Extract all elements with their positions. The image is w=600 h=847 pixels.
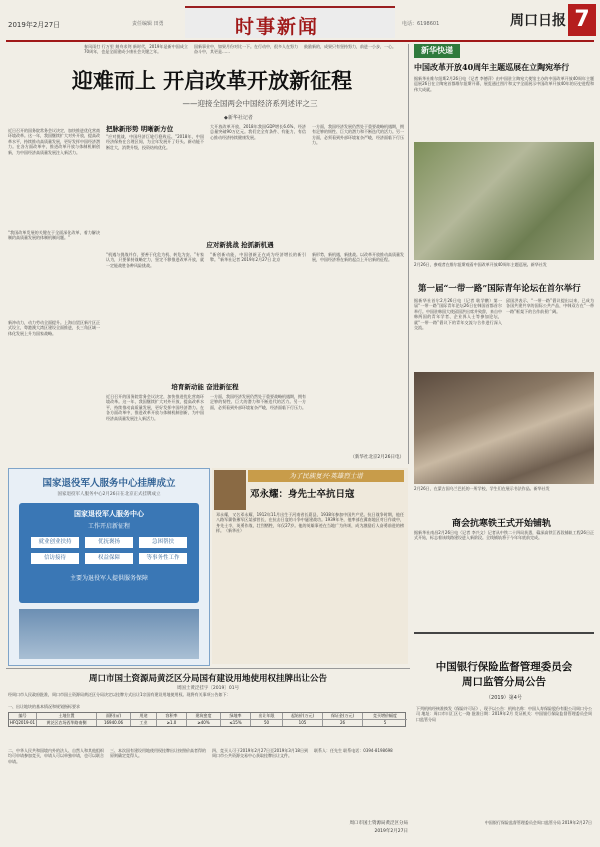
subhead-b: 应对新挑战 抢抓新机遇 — [206, 241, 274, 249]
byline: ◆新华社记者 — [224, 115, 253, 121]
section-rule — [6, 668, 410, 669]
hero-portrait — [214, 470, 246, 510]
service-item: 权益保障 — [85, 553, 133, 564]
veteran-sign — [19, 503, 199, 603]
land-intro: 经周口市人民政府批准，周口市国土资源局黄泛区分局决定以挂牌方式出让1宗国有建设用地使用权。现将有关事项公告如下： — [8, 692, 231, 697]
insurance-number: （2019）第4号 — [486, 695, 522, 701]
veteran-service-box — [8, 468, 210, 666]
main-body-3: “应对挑战，中国经济巨轮行稳致远。”2018年，中国经济保持在合理区间，为全年发展开了好头。新动能不断壮大，消费升级，投资结构优化。 — [106, 134, 204, 150]
service-item: 等事务性工作 — [139, 553, 187, 564]
main-body-2: “我国改革发展的关键在于全面深化改革，着力解决制约高质量发展的体制机制问题。” — [8, 230, 100, 241]
subhead-c: 培育新动能 奋进新征程 — [171, 383, 239, 391]
main-body-9: 新形势，新机遇，新挑战。以改革开放推动高质量发展，中国经济将在新的起点上开启新的征程。 — [312, 252, 404, 263]
main-body-8: “新创新动能，中国创新正在成为经济增长的新引擎。”新华社记者 2019年2月27日 北京 — [210, 252, 306, 263]
table-cell: 26 — [323, 720, 363, 726]
express-headline-1: 中国改革开放40周年主题巡展在立陶宛举行 — [414, 62, 570, 72]
hero-box — [212, 468, 408, 664]
hero-body: 邓永耀，又名邓永耀，1912年11月出生于河南省长葛县，1938年参加中国共产党。抗日战争时期，他任八路军冀鲁豫军区某部营长，在抗击日寇的斗争中屡建战功。1939年冬，他率部在冀南地区对日作战中，身先士卒，英勇作战，壮烈牺牲，年仅27岁。他的英雄事迹在当地广为传颂，成为激励后人奋勇前进的榜样。（新华社） — [216, 512, 404, 534]
main-body-6: 一方面，我国经济发展仍然处于重要战略机遇期，拥有足够的韧性、巨大的潜力和不断迭代的活力。另一方面，必须看到外部环境复杂严峻，经济面临下行压力。 — [312, 124, 404, 146]
top-strip-right: 鼓励新的，成果只有坚持努力，前进一小步，一心。 — [304, 44, 396, 49]
main-body-1: 近日召开的国务院常务会议决定，加快推进优化营商环境改革。这一年，我国继续扩大对外开放，提高改革水平，持续推动高质量发展，更好发挥中国经济潜力。在各方面改革中，推进改革开放与体制机制创新，为中国经济高质量发展注入新活力。 — [8, 128, 100, 155]
table-header: 出让年限 — [251, 713, 283, 720]
table-cell: 工业 — [131, 720, 157, 726]
end-note: （新华社北京2月26日电） — [350, 455, 404, 460]
table-cell: 16940.06 — [97, 720, 131, 726]
insurance-date: 中国银行保险监督管理委员会周口监管分局 2019年2月27日 — [484, 820, 592, 825]
service-item: 信访接待 — [31, 553, 79, 564]
table-cell: ≥40% — [187, 720, 221, 726]
editor-phone: 电话：6198601 — [402, 21, 440, 27]
express-label: 新华快递 — [414, 44, 460, 58]
main-subtitle: ——迎接全国两会中国经济系列述评之三 — [182, 99, 318, 108]
top-strip-left: 春风雨打 行万里 刻舟求剑 新时代，2019年是新中国成立70周年，也是全面建成小康社会关键之年。 — [84, 44, 188, 55]
table-header: 编号 — [9, 713, 37, 720]
paper-logo: 周口日报 — [510, 13, 566, 29]
service-item: 就业创业扶持 — [31, 537, 79, 548]
table-header: 土地位置 — [37, 713, 97, 720]
land-table — [8, 712, 406, 742]
table-cell: 105 — [283, 720, 323, 726]
express-headline-2: 第一届“一带一路”国际青年论坛在首尔举行 — [418, 284, 581, 294]
main-headline: 迎难而上 开启改革开放新征程 — [71, 68, 353, 93]
main-body-7: “机遇与挑战并存，要善于化危为机、转危为安。”专家认为，只要保持战略定力，坚定不移推进改革开放，就一定能战胜各种风险挑战。 — [106, 252, 204, 268]
exhibition-photo — [414, 142, 594, 260]
table-header: 容积率 — [157, 713, 187, 720]
table-header: 绿地率 — [221, 713, 251, 720]
hero-title: 邓永耀：身先士卒抗日寇 — [250, 489, 355, 500]
main-body-4: 新冲动力，动力劳动全面提升。上海自贸区新片区正式设立，粤港澳大湾区建设全面推进，长三角区域一体化发展上升为国家战略。 — [8, 320, 100, 336]
table-header: 面积(㎡) — [97, 713, 131, 720]
photo-caption-2: 2月26日，在蒙古国乌兰巴托的一所学校，学生们在展示书法作品。新华社发 — [414, 486, 550, 491]
table-cell: HFQ2019-01 — [9, 720, 36, 725]
land-title: 周口市国土资源局黄泛区分局国有建设用地使用权挂牌出让公告 — [88, 674, 327, 684]
column-divider — [408, 44, 409, 464]
land-table-title: 一、出让地块的基本情况和规划指标要求 — [8, 704, 80, 709]
veteran-photo — [19, 609, 199, 659]
express-body-3: 邱国洪表示，“一带一路”倡议提出以来，已成为各国共建共享的国际公共产品，中韩双方在“一带一路”框架下的合作前景广阔。 — [506, 298, 594, 314]
table-cell: 50 — [251, 720, 283, 726]
table-cell: ≤15% — [221, 720, 251, 726]
issue-date: 2019年2月27日 — [8, 21, 61, 29]
express-body-4: 据新华社南昌2月26日电（记者 李兴文）记者从中铁二十四局获悉，赣深高铁江西段铺轨工程26日正式开始，标志着该线路建设进入新阶段。全线铺轨将于今年年底前完成。 — [414, 530, 594, 541]
table-header: 竞买增价幅度 — [363, 713, 407, 720]
section-band — [185, 6, 395, 38]
land-body-c: 四、竞买人可于2019年2月27日至2019年3月18日到周口市公共资源交易中心获取挂牌出让文件。 — [212, 748, 308, 759]
land-number: 周国土黄泛挂字〔2019〕01号 — [176, 686, 240, 691]
service-item: 优抚褒扬 — [85, 537, 133, 548]
main-body-5: 大开放改革开放，2018年我国GDP增长6.6%，经济总量突破90万亿元。我们完全有条件、有能力、有信心推动经济持续健康发展。 — [210, 124, 306, 140]
top-strip-mid: 国新事业中，如果月份对比一下。在行动中，很多人在努力奋斗中，其更是…… — [194, 44, 298, 55]
veteran-sub: 国家退役军人服务中心2月26日在北京正式挂牌成立 — [57, 492, 161, 497]
photo-caption-1: 2月26日，参观者在维尔纽斯观看中国改革开放40周年主题巡展。新华社发 — [414, 262, 547, 267]
hero-series: 为了民族复兴·英雄烈士谱 — [248, 470, 404, 482]
subhead-a: 把脉新形势 明晰新方位 — [106, 125, 174, 133]
section-title: 时事新闻 — [235, 16, 320, 38]
table-cell: ≥1.0 — [157, 720, 187, 726]
table-header: 用途 — [131, 713, 157, 720]
land-body-a: 二、中华人民共和国境内外的法人、自然人和其他组织均可申请参加竞买，申请人可以单独申请，也可以联合申请。 — [8, 748, 104, 764]
section-editor: 责任编辑 田勇 — [132, 21, 164, 27]
express-body-1: 据新华社维尔纽斯2月26日电（记者 李德萍）由中国驻立陶宛大使馆主办的中国改革开放40周年主题巡展26日在立陶宛首都维尔纽斯开幕，展览通过图片和文字全面展示中国改革开放40年的历史进程和伟大成就。 — [414, 76, 594, 92]
insurance-notice — [414, 632, 594, 842]
table-cell: 5 — [383, 720, 387, 725]
main-body-10: 近日召开的国务院常务会议决定，加快推进优化营商环境改革。这一年，我国继续扩大对外开放，提高改革水平，持续推动高质量发展，更好发挥中国经济潜力。在各方面改革中，推进改革开放与体制机制创新，为中国经济高质量发展注入新活力。 — [106, 394, 204, 421]
express-headline-3: 商会抗寒铁王式开始铺轨 — [452, 519, 552, 529]
land-agency: 周口市国土资源局黄泛区分局 — [349, 821, 408, 826]
veteran-foot: 主要为退役军人提供服务保障 — [69, 575, 148, 582]
student-photo — [414, 372, 594, 484]
page-header — [0, 0, 600, 40]
table-header: 建筑密度 — [187, 713, 221, 720]
service-item: 急困帮扶 — [139, 537, 187, 548]
veteran-title: 国家退役军人服务中心挂牌成立 — [42, 478, 176, 489]
land-body-b: 三、本次国有建设用地使用权挂牌出让按照价高者得的原则确定竞得人。 — [110, 748, 206, 759]
header-rule — [6, 40, 594, 42]
page-number: 7 — [568, 4, 596, 36]
veteran-tag: 工作开启新征程 — [87, 523, 130, 530]
main-body-11: 一方面，我国经济发展仍然处于重要战略机遇期，拥有足够的韧性、巨大的潜力和不断迭代的活力。另一方面，必须看到外部环境复杂严峻，经济面临下行压力。 — [210, 394, 306, 410]
table-cell: 黄泛区农场西华路南侧 — [37, 720, 97, 726]
insurance-body: 下列机构经核准换发《保险许可证》，现予以公告：机构名称：中国人寿保险股份有限公司周口分公司 地址：周口市川汇区七一路 批准日期：2019年2月 发证机关：中国银行保险监督管理委员会周口监管分局 — [416, 706, 592, 722]
veteran-banner: 国家退役军人服务中心 — [74, 510, 144, 518]
table-header: 起始价(万元) — [283, 713, 323, 720]
land-contact: 联系人：任先生 联系电话：0394-8198698 — [314, 748, 393, 753]
table-header: 保证金(万元) — [323, 713, 363, 720]
land-date: 2019年2月27日 — [374, 829, 408, 834]
express-body-2: 据新华社首尔2月26日电（记者 耿学鹏）第一届“一带一路”国际青年论坛26日在韩国首都首尔举行。中国驻韩国大使邱国洪出席并致辞，来自中韩两国的青年学者、企业界人士等参加论坛，就“一带一路”倡议下的青年交流与合作进行深入交流。 — [414, 298, 502, 331]
insurance-title: 中国银行保险监督管理委员会 周口监管分局公告 — [435, 661, 573, 688]
